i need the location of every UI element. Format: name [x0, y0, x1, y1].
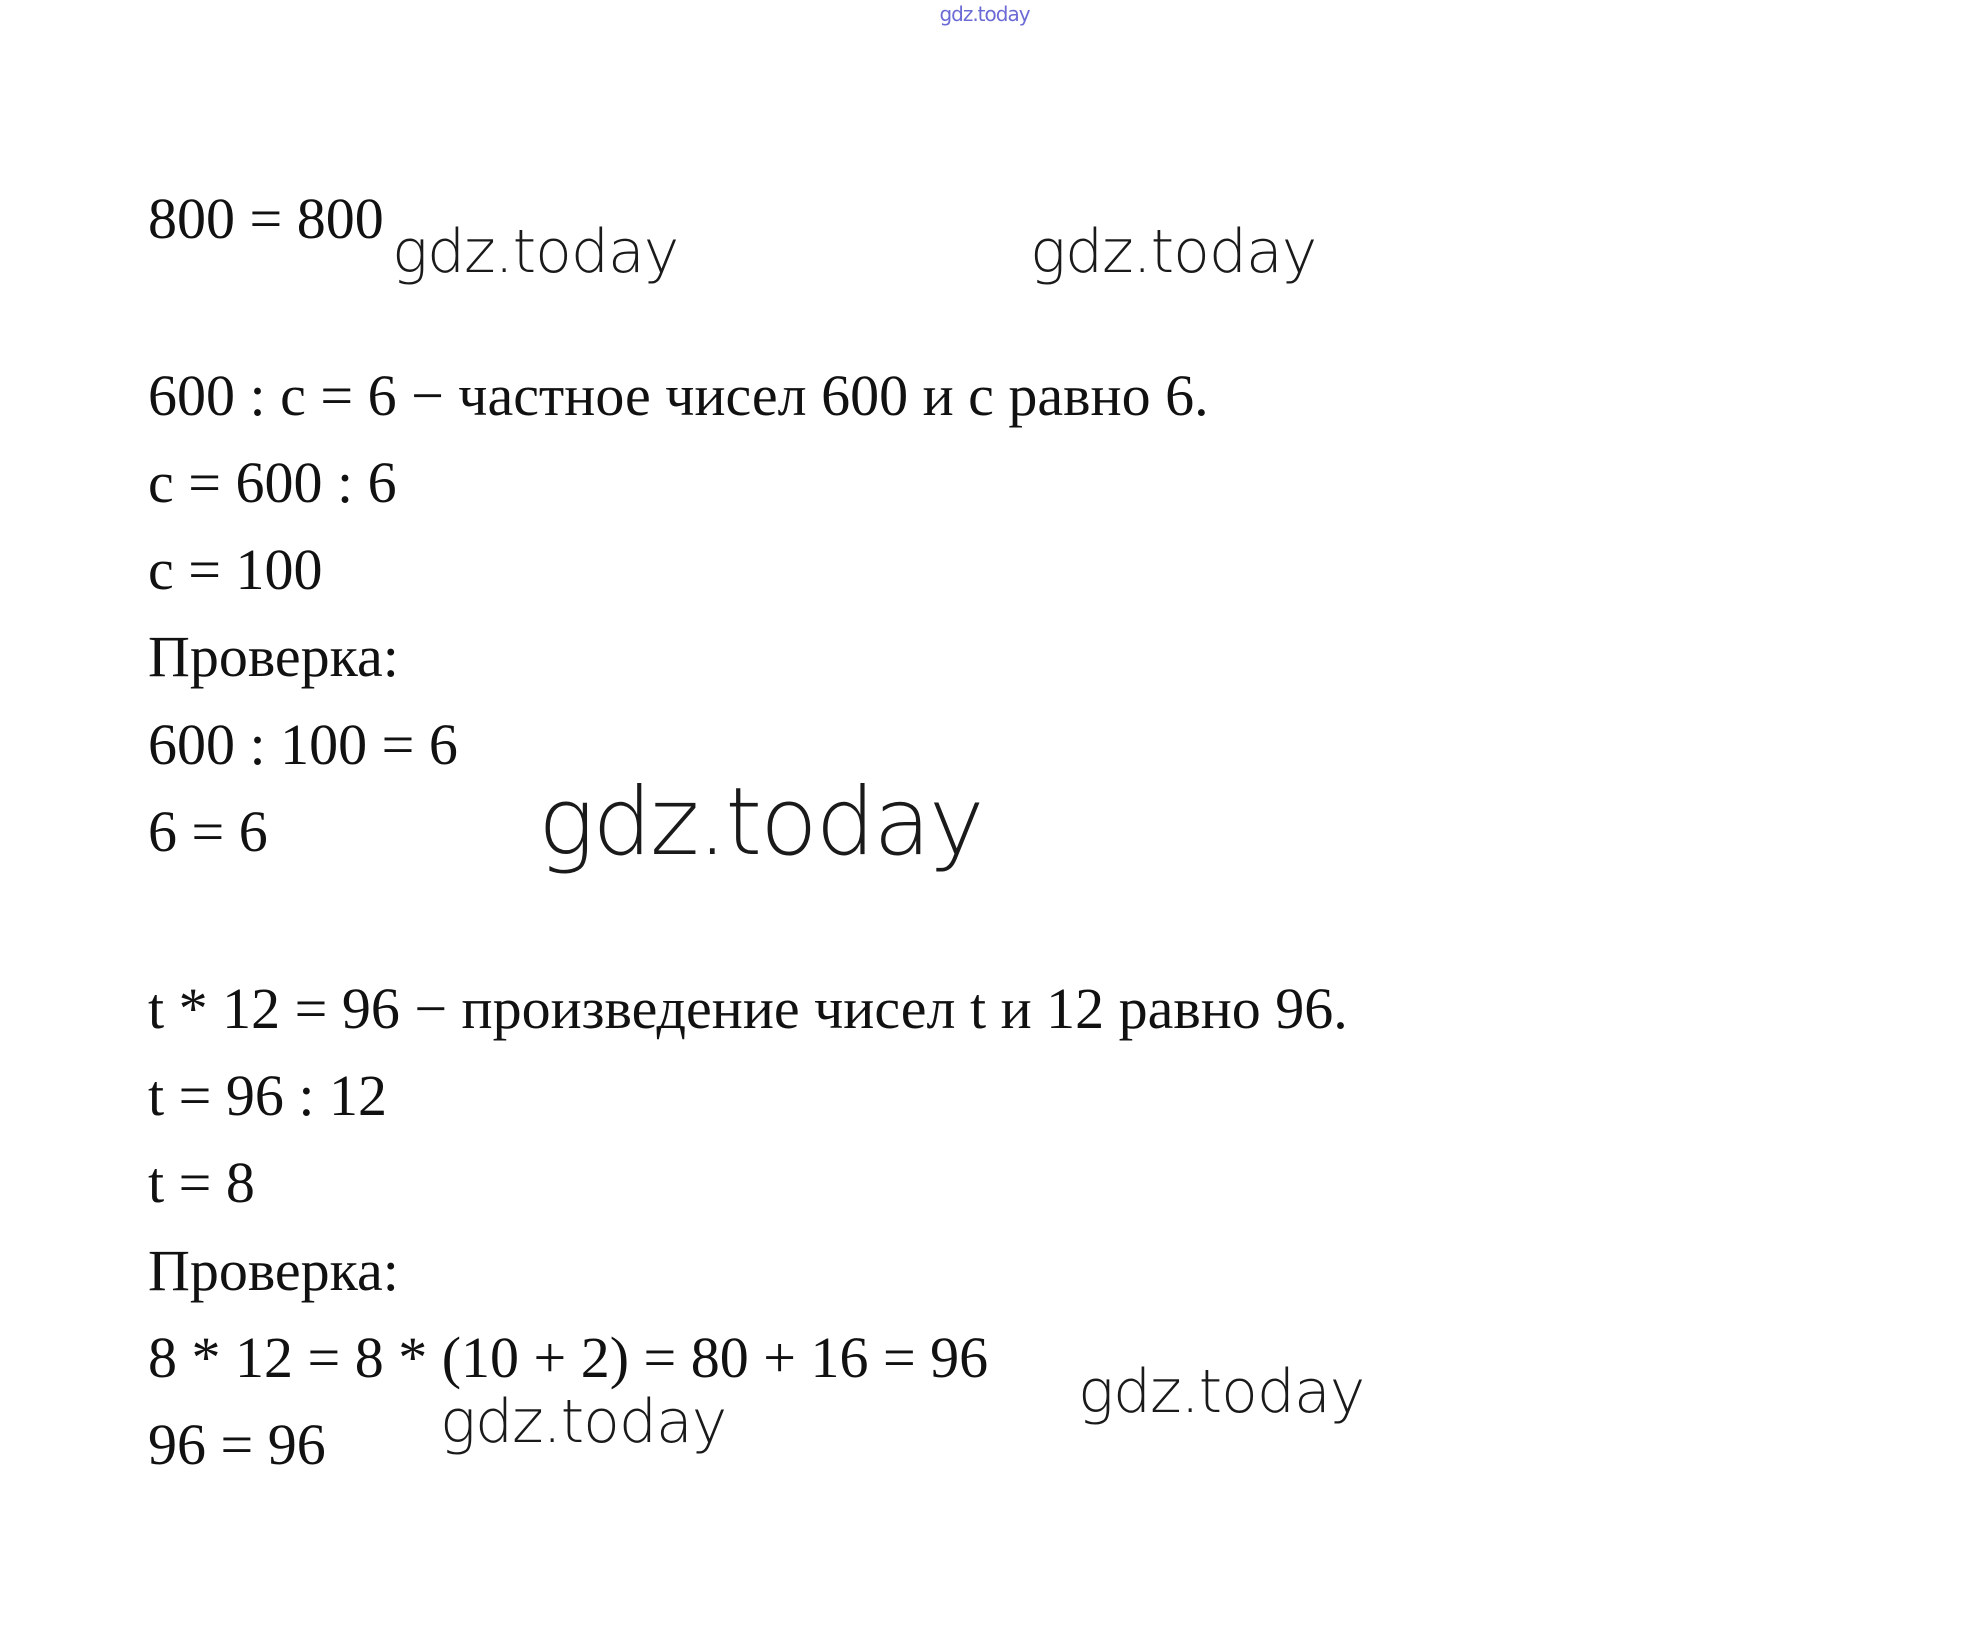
- equation-line-1: 800 = 800: [148, 186, 384, 251]
- equation-line-7: t * 12 = 96 − произведение чисел t и 12 равно 96.: [148, 976, 1348, 1041]
- watermark-5: gdz.today: [440, 1387, 727, 1457]
- equation-line-6: 6 = 6: [148, 799, 268, 864]
- header-watermark: gdz.today: [939, 2, 1030, 26]
- equation-line-9: t = 8: [148, 1150, 255, 1215]
- watermark-3: gdz.today: [538, 768, 983, 877]
- watermark-2: gdz.today: [1030, 217, 1317, 287]
- equation-line-10: 8 * 12 = 8 * (10 + 2) = 80 + 16 = 96: [148, 1325, 989, 1390]
- equation-line-3: с = 600 : 6: [148, 450, 397, 515]
- equation-line-11: 96 = 96: [148, 1412, 326, 1477]
- check-heading-2: Проверка:: [148, 1238, 399, 1303]
- watermark-1: gdz.today: [392, 217, 679, 287]
- equation-line-4: с = 100: [148, 537, 323, 602]
- equation-line-2: 600 : с = 6 − частное чисел 600 и с равно 6.: [148, 363, 1209, 428]
- check-heading-1: Проверка:: [148, 624, 399, 689]
- equation-line-5: 600 : 100 = 6: [148, 712, 458, 777]
- watermark-4: gdz.today: [1078, 1357, 1365, 1427]
- equation-line-8: t = 96 : 12: [148, 1063, 387, 1128]
